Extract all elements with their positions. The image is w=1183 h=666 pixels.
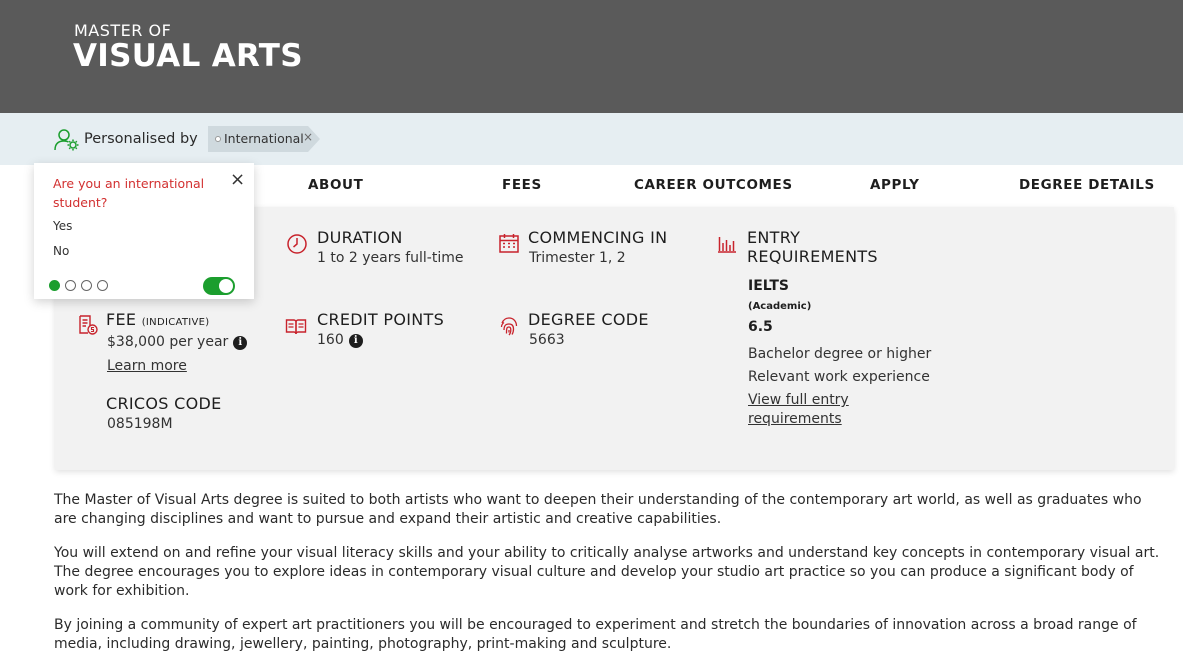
- description-paragraph-3: By joining a community of expert art practitioners you will be encouraged to experiment and stretch the boundaries of innovation across a broad range of media, including drawing, jewellery, painting, photography, print-making and sculpture.: [54, 617, 1137, 652]
- fingerprint-icon: [498, 315, 520, 337]
- step-dot-4[interactable]: [97, 280, 108, 291]
- degree-code-value: 5663: [529, 332, 565, 348]
- chip-remove-icon[interactable]: ×: [303, 130, 314, 144]
- international-student-popup: [34, 163, 254, 299]
- degree-code-title: DEGREE CODE: [528, 310, 649, 329]
- view-entry-link-line2[interactable]: requirements: [748, 411, 842, 427]
- step-dot-1[interactable]: [49, 280, 60, 291]
- fee-learn-more-link[interactable]: Learn more: [107, 358, 187, 374]
- hero-banner: [0, 0, 1183, 113]
- book-icon: [285, 315, 307, 337]
- entry-requirement-2: Relevant work experience: [748, 369, 930, 385]
- fee-info-icon[interactable]: i: [233, 336, 247, 350]
- view-entry-link-line1[interactable]: View full entry: [748, 392, 849, 408]
- commencing-value: Trimester 1, 2: [529, 250, 626, 266]
- credit-points-value: 160: [317, 332, 344, 348]
- bar-chart-icon: [716, 232, 738, 254]
- entry-requirement-1: Bachelor degree or higher: [748, 346, 932, 362]
- duration-title: DURATION: [317, 228, 403, 247]
- chip-radio-icon: [215, 136, 221, 142]
- fee-value-row: [107, 334, 247, 350]
- degree-eyebrow: MASTER OF: [74, 21, 172, 40]
- nav-apply[interactable]: APPLY: [870, 177, 920, 193]
- nav-career-outcomes[interactable]: CAREER OUTCOMES: [634, 177, 793, 193]
- ielts-academic: (Academic): [748, 301, 812, 312]
- close-icon[interactable]: ×: [230, 169, 246, 190]
- credit-points-row: [317, 332, 363, 348]
- fee-title: [106, 310, 209, 329]
- popup-toggle[interactable]: [203, 277, 235, 295]
- fee-title-text: FEE: [106, 310, 137, 329]
- cricos-title: CRICOS CODE: [106, 394, 222, 413]
- commencing-title: COMMENCING IN: [528, 228, 668, 247]
- user-settings-icon[interactable]: [54, 128, 80, 152]
- ielts-score: 6.5: [748, 319, 773, 335]
- chip-label: International: [224, 131, 304, 146]
- duration-value: 1 to 2 years full-time: [317, 250, 464, 266]
- fee-value: $38,000 per year: [107, 334, 229, 350]
- nav-fees[interactable]: FEES: [502, 177, 542, 193]
- step-dot-3[interactable]: [81, 280, 92, 291]
- nav-degree-details[interactable]: DEGREE DETAILS: [1019, 177, 1155, 193]
- ielts-label: IELTS: [748, 278, 790, 294]
- description-paragraph-2: You will extend on and refine your visual literacy skills and your ability to critically analyse artworks and understand key concepts in contemporary visual art. The degree encourages you to explore ideas in contemporary visual culture and develop your studio art practice so you can produce a significant body of work for exhibition.: [54, 545, 1160, 599]
- credit-points-title: CREDIT POINTS: [317, 310, 445, 329]
- popup-option-yes[interactable]: Yes: [53, 219, 73, 233]
- step-dot-2[interactable]: [65, 280, 76, 291]
- persona-chip-international[interactable]: [208, 126, 320, 152]
- calendar-icon: [498, 232, 520, 254]
- fee-document-icon: [77, 314, 99, 336]
- fee-indicative-label: (INDICATIVE): [141, 317, 210, 328]
- credit-info-icon[interactable]: i: [349, 334, 363, 348]
- popup-option-no[interactable]: No: [53, 244, 70, 258]
- clock-icon: [286, 233, 308, 255]
- cricos-value: 085198M: [107, 416, 173, 432]
- description-paragraph-1: The Master of Visual Arts degree is suited to both artists who want to deepen their understanding of the contemporary art world, as well as graduates who are changing disciplines and want to pursue and expand their artistic and creative capabilities.: [54, 492, 1142, 527]
- entry-title-line2: REQUIREMENTS: [747, 247, 878, 266]
- page-title: VISUAL ARTS: [73, 38, 303, 74]
- entry-title-line1: ENTRY: [747, 228, 801, 247]
- popup-question: Are you an international student?: [53, 176, 205, 210]
- nav-about[interactable]: ABOUT: [308, 177, 364, 193]
- personalised-by-label: Personalised by: [84, 131, 198, 147]
